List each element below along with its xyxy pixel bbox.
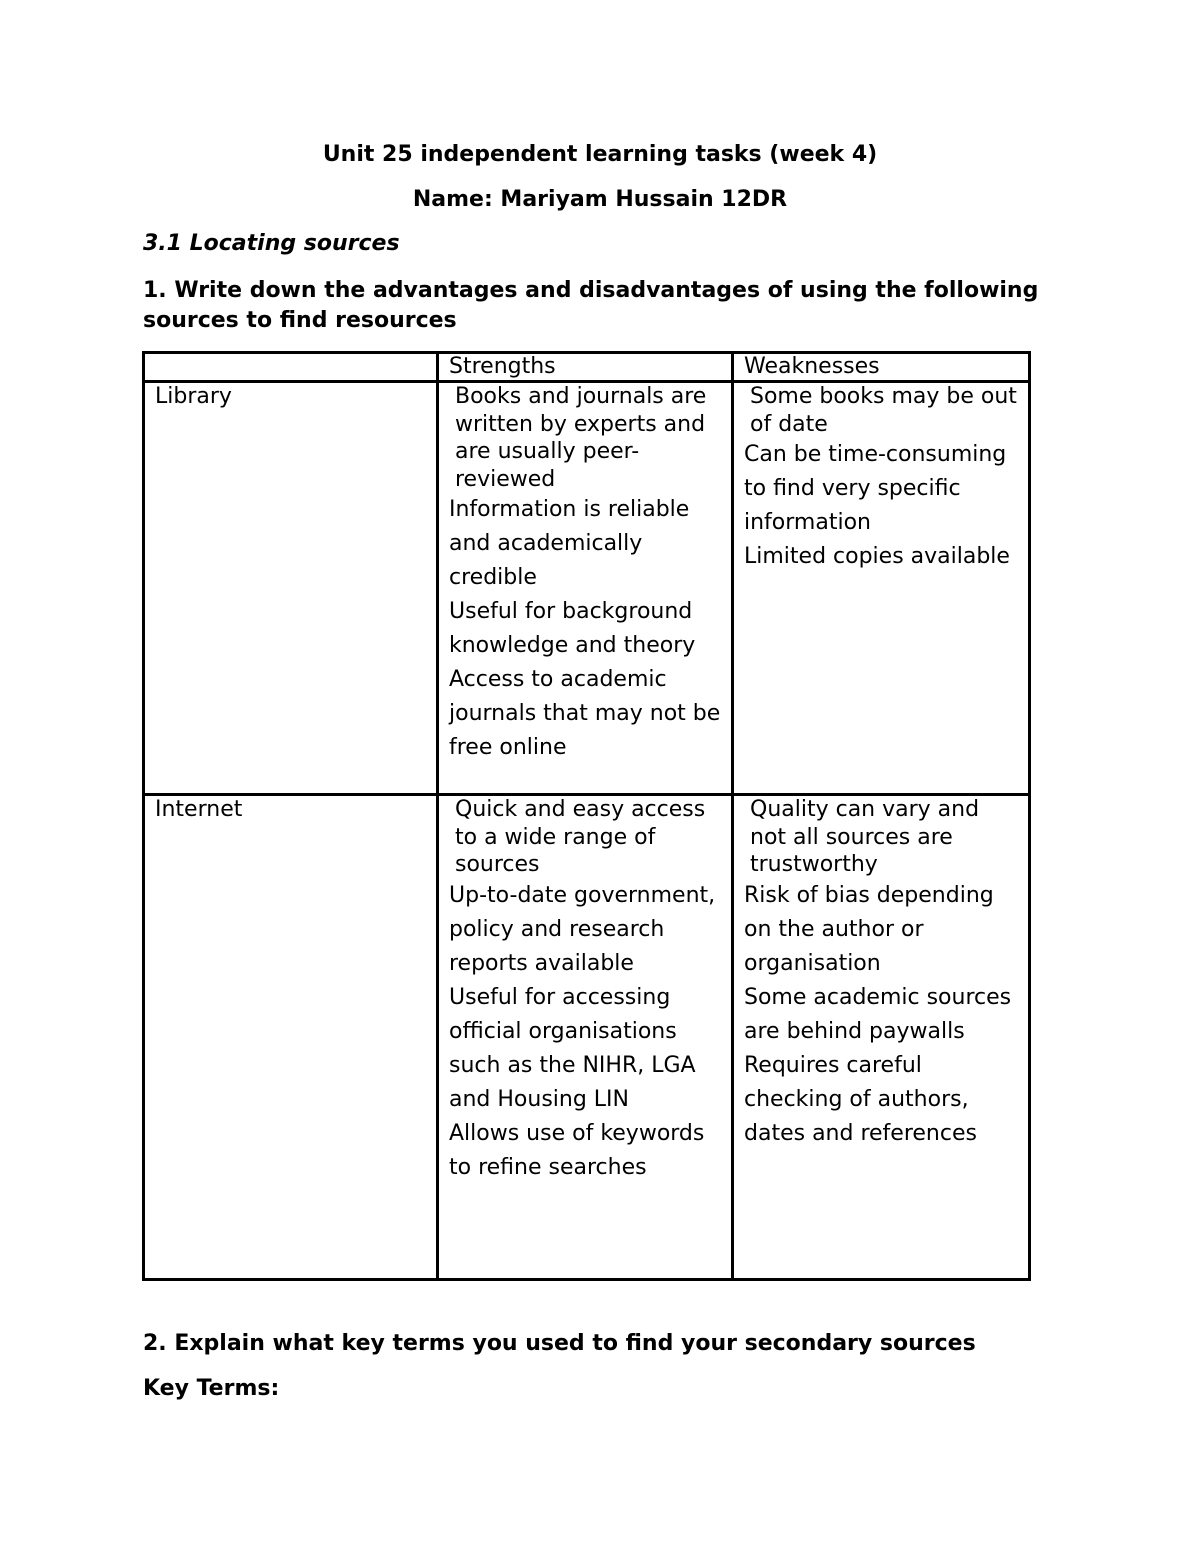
list-item: Can be time-consuming to find very specific information bbox=[744, 442, 1007, 535]
list-item: Information is reliable and academically credible bbox=[449, 497, 690, 590]
source-label-internet: Internet bbox=[144, 795, 438, 1280]
list-item: Access to academic journals that may not be free online bbox=[449, 667, 721, 760]
sources-table bbox=[142, 351, 1031, 1281]
list-item: Quick and easy access to a wide range of sources bbox=[455, 797, 706, 877]
table-header-cell bbox=[144, 353, 438, 382]
list-item: Useful for accessing official organisations such as the NIHR, LGA and Housing LIN bbox=[449, 984, 696, 1112]
table-header-row bbox=[144, 353, 1030, 382]
table-header-strengths: Strengths bbox=[438, 353, 733, 382]
strengths-cell bbox=[438, 795, 733, 1280]
source-label-library: Library bbox=[144, 382, 438, 795]
key-terms-label: Key Terms: bbox=[143, 1376, 280, 1401]
list-item: Up-to-date government, policy and research reports available bbox=[449, 882, 716, 976]
table-header-weaknesses: Weaknesses bbox=[733, 353, 1030, 382]
weaknesses-cell bbox=[733, 795, 1030, 1280]
list-item: Some academic sources are behind paywalls bbox=[744, 984, 1012, 1044]
question-2: 2. Explain what key terms you used to find your secondary sources bbox=[143, 1331, 976, 1356]
list-item: Limited copies available bbox=[744, 544, 1010, 569]
list-item: Useful for background knowledge and theory bbox=[449, 599, 696, 658]
document-title: Unit 25 independent learning tasks (week 4) bbox=[322, 142, 878, 167]
table-row bbox=[144, 795, 1030, 1280]
student-name: Name: Mariyam Hussain 12DR bbox=[412, 187, 788, 212]
list-item: Risk of bias depending on the author or organisation bbox=[744, 882, 994, 976]
section-heading: 3.1 Locating sources bbox=[143, 231, 400, 256]
weaknesses-cell bbox=[733, 382, 1030, 795]
list-item: Allows use of keywords to refine searches bbox=[449, 1120, 705, 1180]
list-item: Books and journals are written by experts and are usually peer-reviewed bbox=[455, 384, 707, 492]
list-item: Requires careful checking of authors, dates and references bbox=[744, 1052, 977, 1146]
list-item: Quality can vary and not all sources are trustworthy bbox=[750, 797, 980, 877]
table-row bbox=[144, 382, 1030, 795]
strengths-cell bbox=[438, 382, 733, 795]
list-item: Some books may be out of date bbox=[750, 384, 1017, 437]
question-1: 1. Write down the advantages and disadvantages of using the following sources to find resources bbox=[143, 278, 1039, 333]
